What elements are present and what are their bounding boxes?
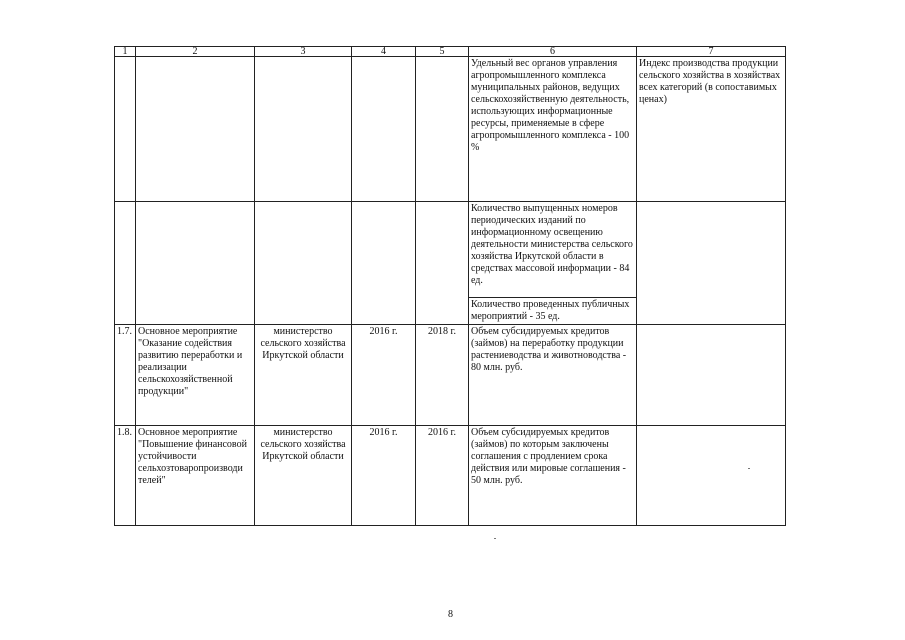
- executor-cell: [255, 57, 352, 202]
- event-cell: [136, 57, 255, 202]
- header-cell-1: 1: [115, 47, 136, 57]
- start-cell: 2016 г.: [352, 325, 416, 426]
- row-number: 1.8.: [115, 426, 136, 526]
- indicator-cell: Количество проведенных публичных мероприятий - 35 ед.: [469, 298, 637, 325]
- event-cell: Основное мероприятие "Оказание содействия развитию переработки и реализации сельскохозяйственной продукции": [136, 325, 255, 426]
- table-header-row: [115, 47, 786, 57]
- header-cell-5: 5: [416, 47, 469, 57]
- end-cell: [416, 202, 469, 325]
- program-table: [114, 46, 786, 526]
- page-number: 8: [448, 609, 453, 620]
- scan-speck: [748, 468, 750, 469]
- event-cell: [136, 202, 255, 325]
- header-cell-6: 6: [469, 47, 637, 57]
- indicator-cell: Объем субсидируемых кредитов (займов) по которым заключены соглашения с продлением срока действия или мировые соглашения - 50 млн. руб.: [469, 426, 637, 526]
- executor-cell: министерство сельского хозяйства Иркутской области: [255, 325, 352, 426]
- start-cell: 2016 г.: [352, 426, 416, 526]
- indicator-cell: Количество выпущенных номеров периодических изданий по информационному освещению деятельности министерства сельского хозяйства Иркутской области в средствах массовой информации - 84 ед.: [469, 202, 637, 298]
- table-row: [115, 426, 786, 526]
- row-number: [115, 57, 136, 202]
- start-cell: [352, 202, 416, 325]
- header-cell-4: 4: [352, 47, 416, 57]
- indicator-cell: Удельный вес органов управления агропромышленного комплекса муниципальных районов, ведущих сельскохозяйственную деятельность, использующих информационные ресурсы, применяемые в сфере агропромышленного комплекса - 100 %: [469, 57, 637, 202]
- table-row: [115, 325, 786, 426]
- target-cell: [637, 426, 786, 526]
- table-row: [115, 202, 786, 298]
- header-cell-3: 3: [255, 47, 352, 57]
- executor-cell: министерство сельского хозяйства Иркутской области: [255, 426, 352, 526]
- header-cell-7: 7: [637, 47, 786, 57]
- event-cell: Основное мероприятие "Повышение финансовой устойчивости сельхозтоваропроизводи телей": [136, 426, 255, 526]
- target-cell: Индекс производства продукции сельского хозяйства в хозяйствах всех категорий (в сопоставимых ценах): [637, 57, 786, 202]
- end-cell: 2018 г.: [416, 325, 469, 426]
- indicator-cell: Объем субсидируемых кредитов (займов) на переработку продукции растениеводства и животноводства - 80 млн. руб.: [469, 325, 637, 426]
- executor-cell: [255, 202, 352, 325]
- scan-speck: [494, 538, 496, 539]
- row-number: [115, 202, 136, 325]
- target-cell: [637, 325, 786, 426]
- target-cell: [637, 202, 786, 325]
- table-row: [115, 57, 786, 202]
- end-cell: 2016 г.: [416, 426, 469, 526]
- row-number: 1.7.: [115, 325, 136, 426]
- end-cell: [416, 57, 469, 202]
- start-cell: [352, 57, 416, 202]
- header-cell-2: 2: [136, 47, 255, 57]
